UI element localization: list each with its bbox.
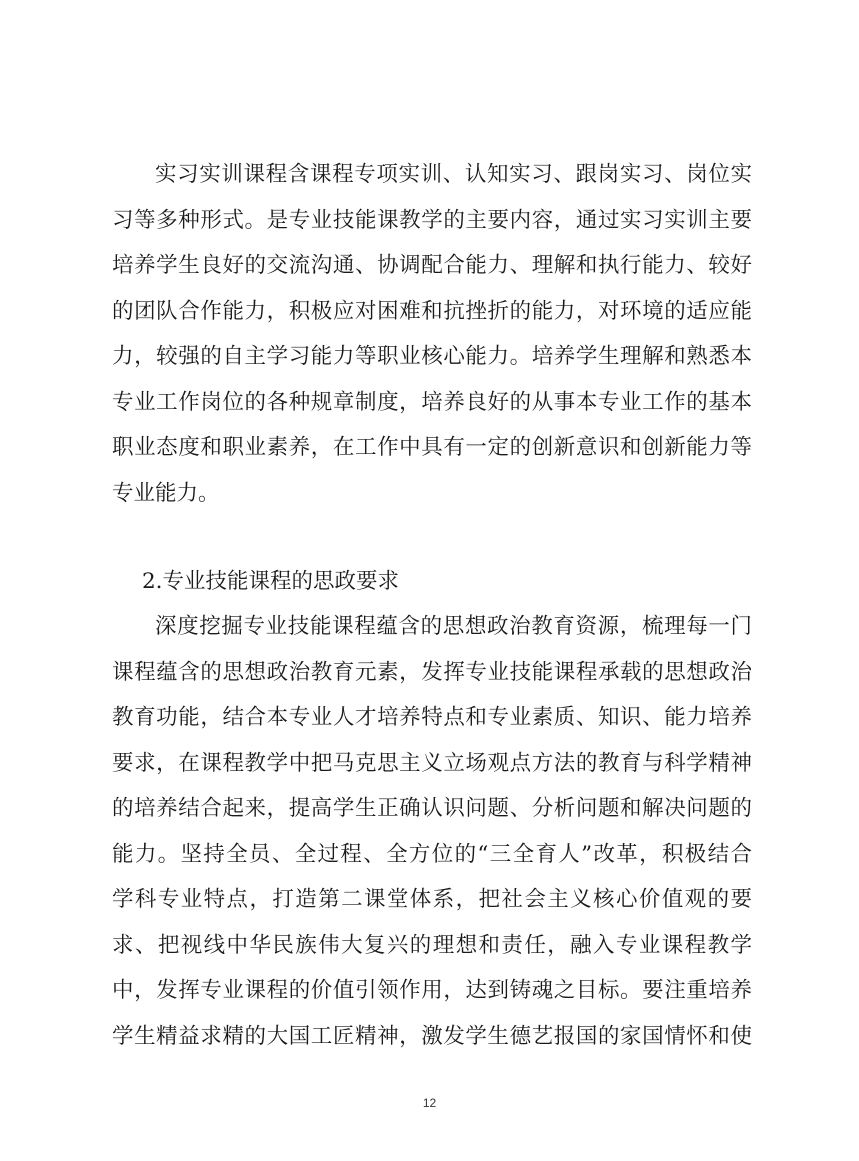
page-number: 12: [422, 1096, 437, 1110]
paragraph-line: 能力。坚持全员、全过程、全方位的“三全育人”改革，积极结合: [112, 841, 752, 867]
paragraph-line: 习等多种形式。是专业技能课教学的主要内容，通过实习实训主要: [112, 207, 752, 233]
paragraph-line: 的培养结合起来，提高学生正确认识问题、分析问题和解决问题的: [112, 796, 752, 821]
paragraph-line: 的团队合作能力，积极应对困难和抗挫折的能力，对环境的适应能: [112, 298, 752, 324]
paragraph-line: 教育功能，结合本专业人才培养特点和专业素质、知识、能力培养: [112, 705, 752, 730]
paragraph-line: 培养学生良好的交流沟通、协调配合能力、理解和执行能力、较好: [112, 253, 752, 278]
paragraph-line: 要求，在课程教学中把马克思主义立场观点方法的教育与科学精神: [112, 750, 752, 776]
paragraph-line: 课程蕴含的思想政治教育元素，发挥专业技能课程承载的思想政治: [112, 659, 752, 685]
paragraph-line: 实习实训课程含课程专项实训、认知实习、跟岗实习、岗位实: [155, 162, 752, 187]
paragraph-internship-training: [112, 152, 752, 516]
paragraph-line: 深度挖掘专业技能课程蕴含的思想政治教育资源，梳理每一门: [155, 614, 752, 639]
section-heading: [112, 559, 752, 605]
paragraph-line: 专业能力。: [112, 480, 220, 506]
paragraph-line: 求、把视线中华民族伟大复兴的理想和责任，融入专业课程教学: [112, 932, 752, 958]
paragraph-ideological-requirements: [112, 604, 752, 1059]
paragraph-line: 专业工作岗位的各种规章制度，培养良好的从事本专业工作的基本: [112, 389, 752, 415]
paragraph-line: 中，发挥专业课程的价值引领作用，达到铸魂之目标。要注重培养: [112, 978, 752, 1003]
paragraph-line: 职业态度和职业素养，在工作中具有一定的创新意识和创新能力等: [112, 435, 752, 460]
paragraph-line: 学科专业特点，打造第二课堂体系，把社会主义核心价值观的要: [112, 887, 752, 912]
paragraph-line: 学生精益求精的大国工匠精神，激发学生德艺报国的家国情怀和使: [112, 1023, 752, 1049]
section-heading-text: 2.专业技能课程的思政要求: [142, 569, 400, 594]
paragraph-line: 力，较强的自主学习能力等职业核心能力。培养学生理解和熟悉本: [112, 344, 752, 369]
